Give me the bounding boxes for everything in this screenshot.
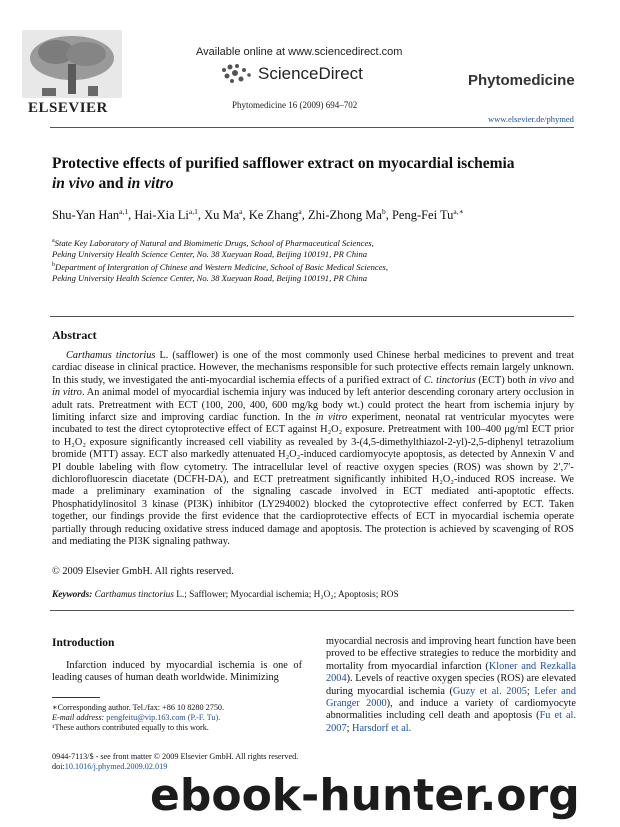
footnote-divider [52, 697, 100, 698]
reference-link[interactable]: Harsdorf et al. [352, 722, 412, 734]
front-matter: 0944-7113/$ - see front matter © 2009 Elsevier GmbH. All rights reserved. doi:10.1016/j.phymed.2009.02.019 [52, 752, 299, 771]
abstract-top-divider [50, 316, 574, 317]
email-footnote: E-mail address: pengfeitu@vip.163.com (P.-F. Tu). [52, 713, 221, 722]
header-divider [50, 127, 574, 128]
watermark-text: ebook-hunter.org [150, 770, 580, 821]
journal-citation: Phytomedicine 16 (2009) 694–702 [232, 100, 358, 110]
article-title: Protective effects of purified safflower extract on myocardial ischemia in vivo and in vitro [52, 155, 515, 192]
abstract-bottom-divider [50, 610, 574, 611]
author-name: Ke Zhang [248, 208, 299, 223]
corresponding-author-footnote: ∗Corresponding author. Tel./fax: +86 10 8280 2750. [52, 703, 225, 712]
email-link[interactable]: pengfeitu@vip.163.com (P.-F. Tu). [106, 713, 221, 722]
introduction-heading: Introduction [52, 637, 115, 649]
sciencedirect-dots-icon [218, 62, 254, 86]
abstract-body: Carthamus tinctorius L. (safflower) is one of the most commonly used Chinese herbal medicines to prevent and treat cardiac disease in clinical practice. However, the mechanisms responsible for such protective effects remain largely unknown. In this study, we investigated the anti-myocardial ischemia effects of a purified extract of C. tinctorius (ECT) both in vivo and in vitro. An animal model of myocardial ischemia injury was induced by left anterior descending coronary artery occlusion in adult rats. Pretreatment with ECT (100, 200, 400, 600 mg/kg body wt.) could protect the heart from ischemia injury by limiting infarct size and improving cardiac function. In the in vitro experiment, neonatal rat ventricular myocytes were incubated to test the direct cytoprotective effect of ECT against H₂O₂ exposure. Pretreatment with 100–400 μg/ml ECT prior to H₂O₂ exposure significantly increased cell viability as revealed by 3-(4,5-dimethylthiazol-2-yl)-2,5-diphenyl tetrazolium bromide (MTT) assay. ECT also markedly attenuated H₂O₂-induced cardiomyocyte apoptosis, as detected by Annexin V and PI double labeling with flow cytometry. The intracellular level of reactive oxygen species (ROS) was shown by 2′,7′-dichlorofluorescin diacetate (DCFH-DA), and ECT pretreatment significantly inhibited H₂O₂-induced ROS increase. We made a preliminary examination of the signaling cascade involved in ECT mediated anti-apoptotic effects. Phosphatidylinositol 3 kinase (PI3K) inhibitor (LY294002) blocked the cytoprotective effect conferred by ECT. Taken together, our findings provide the first evidence that the cardioprotective effects of ECT in myocardial ischemia operate partially through reducing oxidative stress induced damage and apoptosis. The protection is achieved by scavenging of ROS and mediating the PI3K signaling pathway. [52, 350, 574, 548]
introduction-text-left: Infarction induced by myocardial ischemia is one of leading causes of human death worldwide. Minimizing [52, 660, 302, 684]
author-name: Shu-Yan Han [52, 208, 120, 223]
journal-name: Phytomedicine [468, 72, 575, 89]
reference-link[interactable]: Kloner and Rezkalla 2004 [326, 660, 576, 685]
author-name: Xu Ma [204, 208, 240, 223]
reference-link[interactable]: Fu et al. 2007 [326, 710, 576, 734]
author-name: Hai-Xia Li [134, 208, 189, 223]
abstract-copyright: © 2009 Elsevier GmbH. All rights reserved. [52, 566, 234, 577]
equal-contribution-footnote: ¹These authors contributed equally to this work. [52, 723, 209, 732]
author-name: Peng-Fei Tu [391, 208, 454, 223]
doi-link[interactable]: 10.1016/j.phymed.2009.02.019 [64, 762, 168, 771]
reference-link[interactable]: Guzy et al. 2005 [452, 685, 527, 697]
abstract-heading: Abstract [52, 328, 97, 342]
available-online-text[interactable]: Available online at www.sciencedirect.com [196, 46, 403, 58]
author-name: Zhi-Zhong Ma [307, 208, 382, 223]
publisher-wordmark: ELSEVIER [28, 100, 108, 116]
keywords-line: Keywords: Carthamus tinctorius L.; Safflower; Myocardial ischemia; H₂O₂; Apoptosis; ROS [52, 590, 399, 600]
introduction-text-right: myocardial necrosis and improving heart function have been proved to be effective strategies to reduce the morbidity and mortality from myocardial infarction (Kloner and Rezkalla 2004). Levels of reactive oxygen species (ROS) are elevated during myocardial ischemia (Guzy et al. 2005; Lefer and Granger 2000), and induce a variety of cardiomyocyte abnormalities including cell death and apoptosis (Fu et al. 2007; Harsdorf et al. [326, 636, 577, 734]
sciencedirect-logo: ScienceDirect [258, 64, 363, 83]
author-list: Shu-Yan Han$^{a,1}$, Hai-Xia Li$^{a,1}$, Xu Ma$^a$, Ke Zhang$^a$, Zhi-Zhong Ma$^b$, Peng-Fei $Tu^{a,∗}$ [52, 207, 464, 223]
journal-url-link[interactable]: www.elsevier.de/phymed [488, 114, 574, 124]
affiliation-a: $^a$State Key Laboratory of Natural and Biomimetic Drugs, School of Pharmaceutical Sciences, Peking University Health Science Center, No. 38 Xueyuan Road, Beijing 100191, PR China $^b$Department of Intergration of Chinese and Western Medicine, School of Basic Medical Sciences, Peking University Health Science Center, No. 38 Xueyuan Road, Beijing 100191, PR China [52, 237, 389, 283]
reference-link[interactable]: Lefer and Granger 2000 [326, 685, 577, 710]
